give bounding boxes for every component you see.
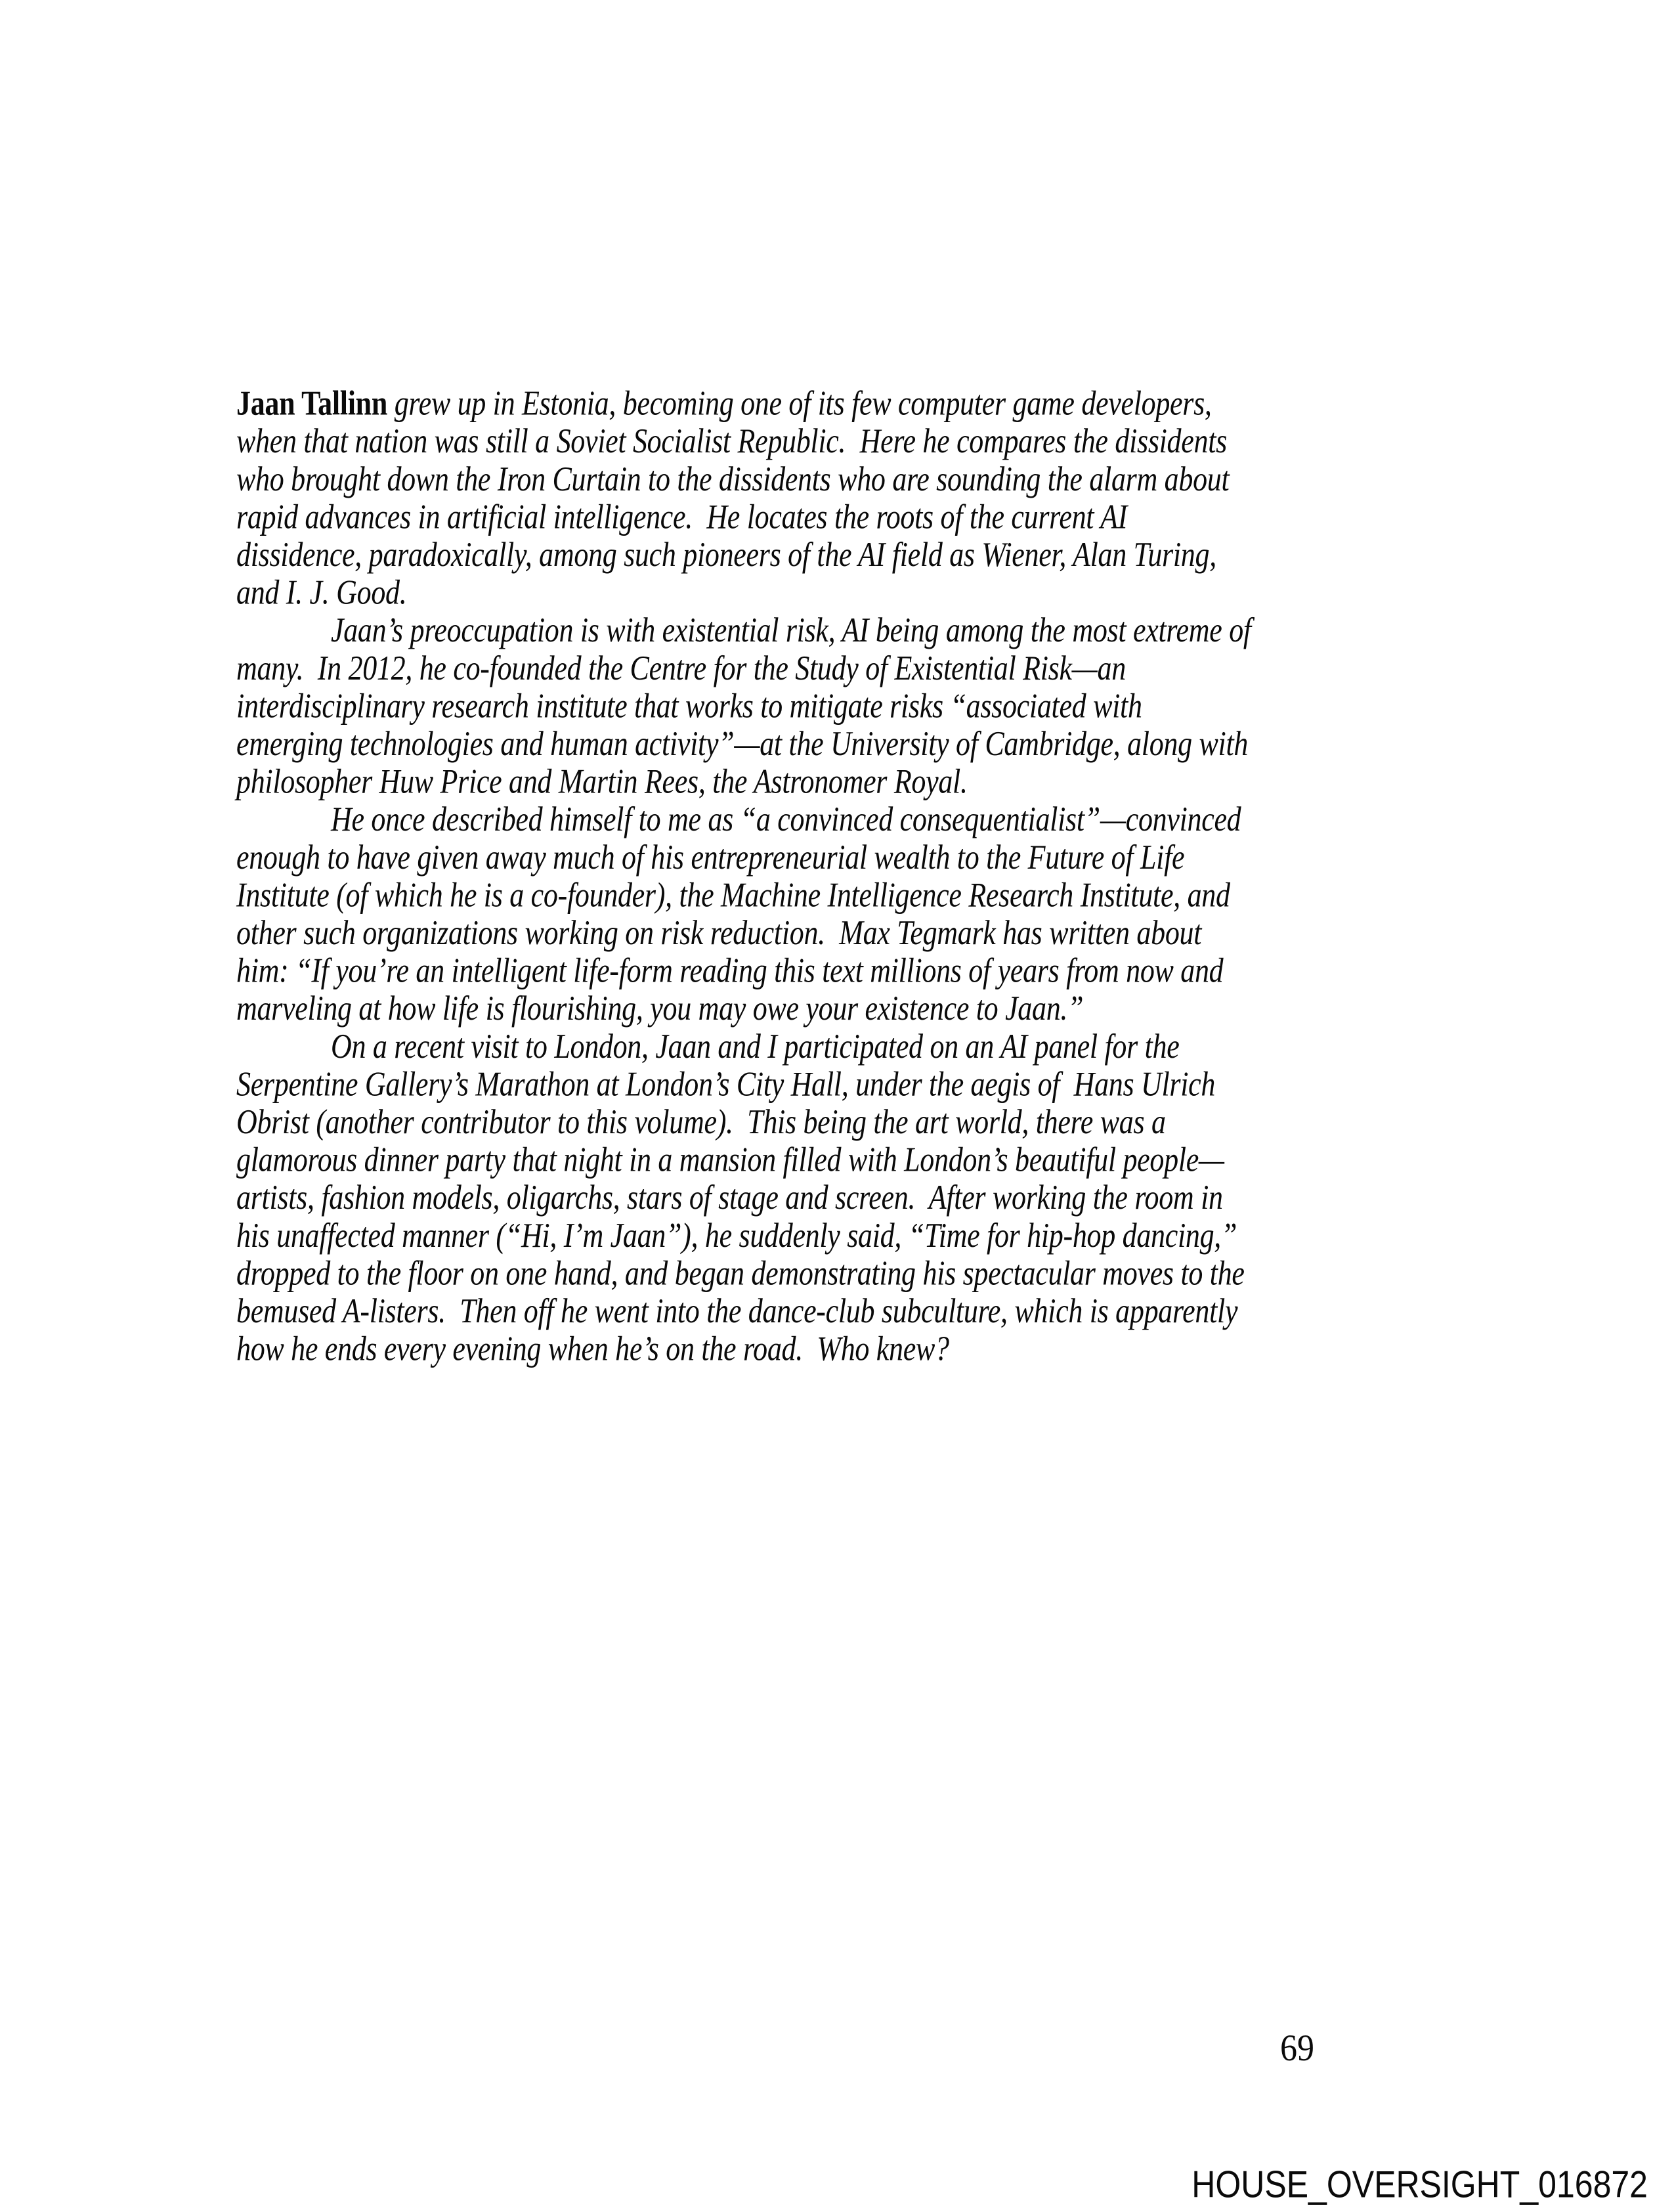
paragraph bbox=[236, 612, 1379, 801]
text-line: artists, fashion models, oligarchs, stars of stage and screen. After working the room in bbox=[236, 1178, 1223, 1217]
text-line: philosopher Huw Price and Martin Rees, the Astronomer Royal. bbox=[236, 762, 968, 801]
author-name-bold: Jaan Tallinn bbox=[236, 383, 387, 423]
text-line: and I. J. Good. bbox=[236, 573, 407, 612]
text-line: how he ends every evening when he’s on the road. Who knew? bbox=[236, 1329, 949, 1368]
text-line: He once described himself to me as “a convinced consequentialist”—convinced bbox=[331, 800, 1241, 839]
text-line: his unaffected manner (“Hi, I’m Jaan”), he suddenly said, “Time for hip-hop dancing,” bbox=[236, 1216, 1237, 1255]
text-line: On a recent visit to London, Jaan and I participated on an AI panel for the bbox=[331, 1027, 1180, 1066]
text-line: Jaan Tallinn grew up in Estonia, becoming one of its few computer game developers, bbox=[236, 383, 1212, 423]
text-line: dropped to the floor on one hand, and began demonstrating his spectacular moves to the bbox=[236, 1253, 1245, 1293]
text-line: emerging technologies and human activity”—at the University of Cambridge, along with bbox=[236, 724, 1249, 763]
text-block bbox=[236, 385, 1379, 1368]
text-line: enough to have given away much of his entrepreneurial wealth to the Future of Life bbox=[236, 838, 1185, 877]
text-line: Jaan’s preoccupation is with existential risk, AI being among the most extreme of bbox=[331, 611, 1251, 650]
text-line: Institute (of which he is a co-founder), the Machine Intelligence Research Institute, and bbox=[236, 875, 1230, 915]
text-line: glamorous dinner party that night in a mansion filled with London’s beautiful people— bbox=[236, 1140, 1224, 1179]
text-line: interdisciplinary research institute that works to mitigate risks “associated with bbox=[236, 686, 1142, 726]
bates-number: HOUSE_OVERSIGHT_016872 bbox=[1191, 2163, 1648, 2206]
text-line: him: “If you’re an intelligent life-form reading this text millions of years from now and bbox=[236, 951, 1224, 990]
text-line: dissidence, paradoxically, among such pioneers of the AI field as Wiener, Alan Turing, bbox=[236, 535, 1216, 574]
text-line: other such organizations working on risk reduction. Max Tegmark has written about bbox=[236, 913, 1202, 952]
paragraph bbox=[236, 801, 1379, 1028]
text-line: who brought down the Iron Curtain to the dissidents who are sounding the alarm about bbox=[236, 460, 1230, 498]
text-line: when that nation was still a Soviet Socialist Republic. Here he compares the dissidents bbox=[236, 422, 1227, 461]
text-line: Obrist (another contributor to this volume). This being the art world, there was a bbox=[236, 1102, 1166, 1141]
text-line: many. In 2012, he co-founded the Centre for the Study of Existential Risk—an bbox=[236, 649, 1126, 687]
text-line: bemused A-listers. Then off he went into the dance-club subculture, which is apparently bbox=[236, 1291, 1238, 1330]
text-line: marveling at how life is flourishing, you may owe your existence to Jaan.” bbox=[236, 989, 1084, 1028]
text-line: rapid advances in artificial intelligence. He locates the roots of the current AI bbox=[236, 497, 1128, 536]
paragraph bbox=[236, 1028, 1379, 1368]
text-line: Serpentine Gallery’s Marathon at London’s City Hall, under the aegis of Hans Ulrich bbox=[236, 1064, 1216, 1104]
paragraph bbox=[236, 385, 1379, 612]
page-number: 69 bbox=[1280, 2028, 1314, 2070]
